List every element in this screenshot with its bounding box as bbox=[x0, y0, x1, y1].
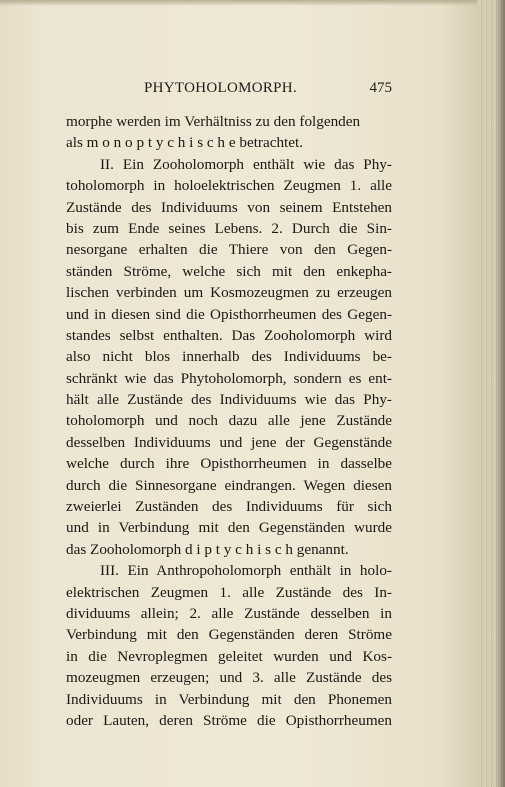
text-line: desselben Individuums und jene der Gegenstände bbox=[66, 433, 392, 451]
text-line: nesorgane erhalten die Thiere von den Gegen- bbox=[66, 241, 392, 259]
text-line: mozeugmen erzeugen; und 3. alle Zustände des bbox=[66, 669, 392, 687]
text-line: durch die Sinnesorgane eindrangen. Wegen diesen bbox=[66, 476, 392, 494]
text-line: und in diesen sind die Opisthorrheumen des Gegen- bbox=[66, 305, 392, 323]
body-text bbox=[66, 111, 392, 731]
text-line: lischen verbinden um Kosmozeugmen zu erzeugen bbox=[66, 284, 392, 302]
text-line: schränkt wie das Phytoholomorph, sondern es ent- bbox=[66, 369, 392, 387]
text-line: morphe werden im Verhältniss zu den folgenden bbox=[66, 113, 361, 130]
text-line: zweierlei Zuständen des Individuums für sich bbox=[66, 498, 392, 516]
text-line: oder Lauten, deren Ströme die Opisthorrheumen bbox=[66, 711, 392, 729]
text-line: welche durch ihre Opisthorrheumen in dasselbe bbox=[66, 455, 392, 473]
page-edge-shadow bbox=[495, 0, 505, 787]
text-line: also nicht blos innerhalb des Individuums be- bbox=[66, 348, 392, 366]
page-number: 475 bbox=[369, 80, 392, 96]
text-line: II. Ein Zooholomorph enthält wie das Phy- bbox=[100, 155, 392, 173]
running-head: PHYTOHOLOMORPH. bbox=[144, 80, 297, 96]
text-line: als m o n o p t y c h i s c h e betrachtet. bbox=[66, 134, 304, 152]
text-line: bis zum Ende seines Lebens. 2. Durch die Sin- bbox=[66, 219, 392, 237]
text-line: standes selbst enthalten. Das Zooholomorph wird bbox=[66, 326, 392, 344]
text-line: in die Nevroplegmen geleitet wurden und Kos- bbox=[66, 647, 392, 665]
text-line: elektrischen Zeugmen 1. alle Zustände des In- bbox=[66, 583, 392, 601]
text-line: dividuums allein; 2. alle Zustände desselben in bbox=[66, 604, 392, 622]
text-line: Zustände des Individuums von seinem Entstehen bbox=[66, 198, 392, 216]
text-line: Verbindung mit den Gegenständen deren Ströme bbox=[66, 626, 392, 644]
text-line: ständen Ströme, welche sich mit den enkepha- bbox=[66, 262, 392, 280]
text-line: III. Ein Anthropoholomorph enthält in holo- bbox=[100, 562, 392, 580]
text-line: Individuums in Verbindung mit den Phonemen bbox=[66, 690, 392, 708]
page-top-shadow bbox=[0, 0, 478, 6]
text-line: und in Verbindung mit den Gegenständen wurde bbox=[66, 519, 392, 537]
page-stack-edges bbox=[477, 0, 505, 787]
text-line: toholomorph und noch dazu alle jene Zustände bbox=[66, 412, 392, 430]
text-line: das Zooholomorph d i p t y c h i s c h genannt. bbox=[66, 540, 349, 558]
text-line: hält alle Zustände des Individuums wie das Phy- bbox=[66, 391, 392, 409]
text-line: toholomorph in holoelektrischen Zeugmen 1. alle bbox=[66, 177, 392, 195]
page-header bbox=[66, 80, 392, 102]
